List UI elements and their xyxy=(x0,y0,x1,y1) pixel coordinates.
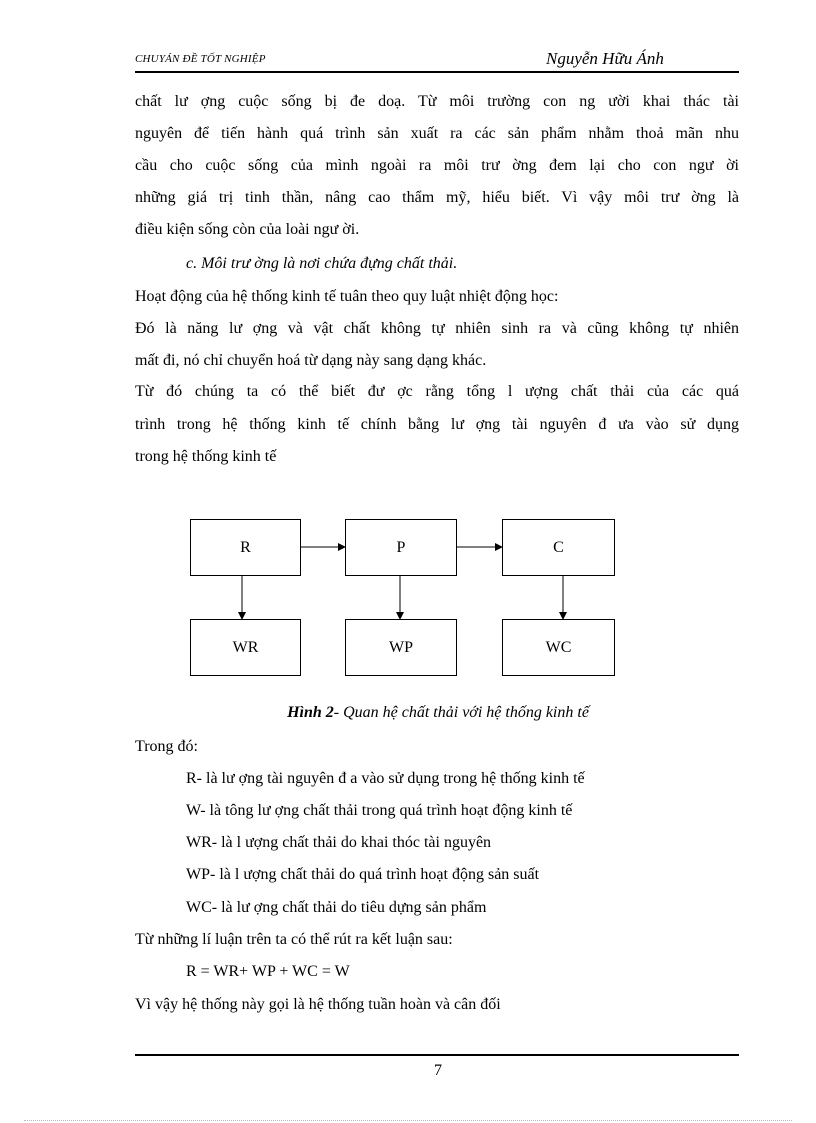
equation: R = WR+ WP + WC = W xyxy=(186,963,350,980)
box-label: C xyxy=(553,538,564,556)
text-line: những giá trị tinh thần, nâng cao thẩm mỹ, hiểu biết. Vì vậy môi trư ờng là xyxy=(135,189,739,206)
definition-item: W- là tông lư ợng chất thải trong quá trình hoạt động kinh tế xyxy=(186,802,573,819)
definition-item: WC- là lư ợng chất thải do tiêu dựng sản phẩm xyxy=(186,899,487,916)
final-line: Vì vậy hệ thống này gọi là hệ thống tuần hoàn và cân đối xyxy=(135,996,501,1013)
box-c xyxy=(502,519,615,576)
text-line: Đó là năng lư ợng và vật chất không tự nhiên sinh ra và cũng không tự nhiên xyxy=(135,320,739,337)
figure-caption xyxy=(0,704,816,722)
box-p xyxy=(345,519,457,576)
text-line: điều kiện sống còn của loài ngư ời. xyxy=(135,221,360,238)
definition-item: WR- là l ượng chất thải do khai thóc tài nguyên xyxy=(186,834,492,851)
page-edge-divider xyxy=(24,1120,792,1121)
text-line: Từ đó chúng ta có thể biết đư ợc rằng tổng l ượng chất thải của các quá xyxy=(135,383,739,400)
caption-label: Hình 2 xyxy=(287,704,334,721)
text-line: trong hệ thống kinh tế xyxy=(135,448,277,465)
box-label: P xyxy=(396,538,406,556)
footer-rule xyxy=(135,1054,739,1056)
text-line: cầu cho cuộc sống của mình ngoài ra môi trư ờng đem lại cho con ngư ời xyxy=(135,157,739,174)
conclusion-intro: Từ những lí luận trên ta có thể rút ra kết luận sau: xyxy=(135,931,453,948)
text-line: mất đi, nó chỉ chuyển hoá từ dạng này sang dạng khác. xyxy=(135,352,487,369)
text-line: Hoạt động của hệ thống kinh tế tuân theo quy luật nhiệt động học: xyxy=(135,288,559,305)
text-line: chất lư ợng cuộc sống bị đe doạ. Từ môi trường con ng ười khai thác tài xyxy=(135,93,739,110)
box-label: WC xyxy=(545,638,572,656)
where-label: Trong đó: xyxy=(135,738,198,755)
box-label: R xyxy=(240,538,251,556)
header-document-title: CHUYÁN ĐỀ TỐT NGHIỆP xyxy=(135,53,266,65)
section-subheading: c. Môi trư ờng là nơi chứa đựng chất thải. xyxy=(186,255,458,272)
box-label: WP xyxy=(389,638,413,656)
box-wc xyxy=(502,619,615,676)
box-wr xyxy=(190,619,301,676)
text-line: trình trong hệ thống kinh tế chính bằng lư ợng tài nguyên đ ưa vào sử dụng xyxy=(135,416,739,433)
caption-text: - Quan hệ chất thải với hệ thống kinh tế xyxy=(333,704,589,721)
definition-item: WP- là l ượng chất thải do quá trình hoạt động sản suất xyxy=(186,866,540,883)
box-label: WR xyxy=(232,638,259,656)
header-author: Nguyễn Hữu Ánh xyxy=(546,49,664,68)
box-wp xyxy=(345,619,457,676)
page-number: 7 xyxy=(434,1062,442,1079)
box-r xyxy=(190,519,301,576)
text-line: nguyên để tiến hành quá trình sản xuất ra các sản phẩm nhằm thoả mãn nhu xyxy=(135,125,739,142)
definition-item: R- là lư ợng tài nguyên đ a vào sử dụng trong hệ thống kinh tế xyxy=(186,770,585,787)
